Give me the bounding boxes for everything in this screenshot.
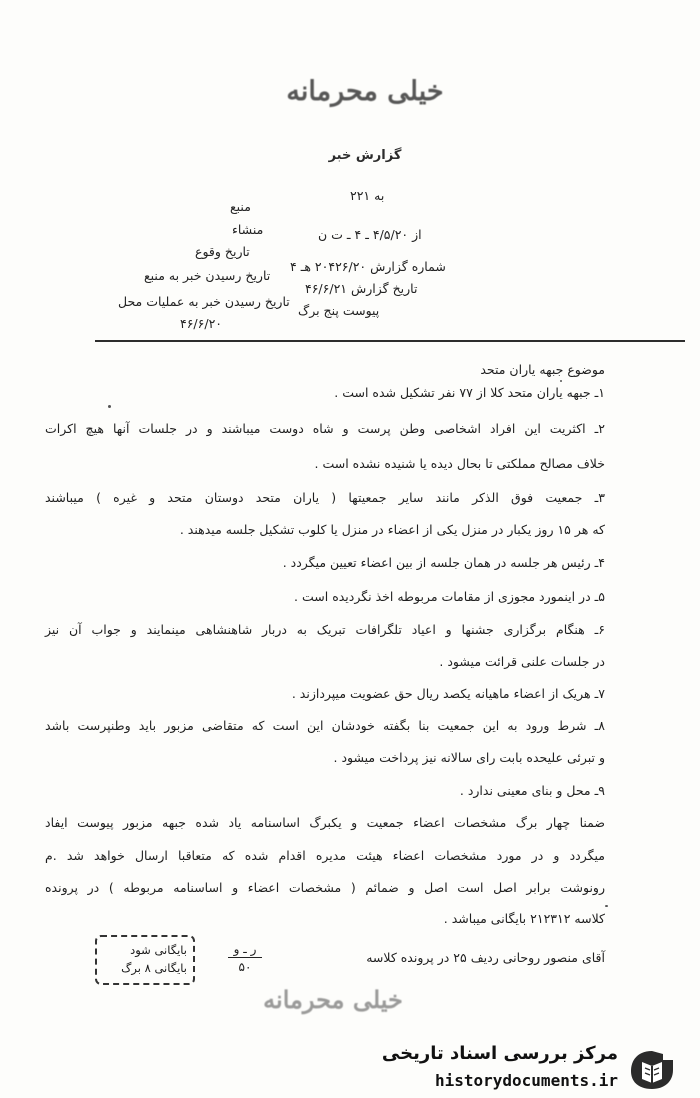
body-line: که هر ۱۵ روز یکبار در منزل یکی از اعضاء در منزل یا کلوب تشکیل جلسه میدهند . (179, 522, 605, 537)
body-line: ۳ـ جمعیت فوق الذکر مانند سایر جمعیتها ( یاران متحد دوستان متحد و غیره ) میباشند (45, 490, 605, 505)
archive-stamp-line: بایگانی شود (130, 943, 187, 957)
field-report-number: شماره گزارش ۲۰۴۲۶/۲۰ هـ ۴ (290, 259, 446, 274)
body-line: در جلسات علنی قرائت میشود . (439, 654, 605, 669)
body-line: ضمنا چهار برگ مشخصات اعضاء جمعیت و یکبرگ اساسنامه یاد شده جبهه مزبور پیوست ایفاد (45, 815, 605, 830)
field-event-date: تاریخ وقوع (195, 244, 250, 259)
field-from: از ۴/۵/۲۰ ـ ۴ ـ ت ن (318, 227, 422, 242)
fraction-top: ر ـ و (228, 942, 262, 958)
footer-annotation: آقای منصور روحانی ردیف ۲۵ در پرونده کلاسه (366, 950, 605, 965)
field-source: منبع (230, 199, 251, 214)
scan-speck (560, 380, 562, 382)
field-to: به ۲۲۱ (350, 188, 385, 203)
body-line: ۱ـ جبهه یاران متحد کلا از ۷۷ نفر تشکیل شده است . (334, 385, 605, 400)
body-line: کلاسه ۲۱۲۳۱۲ بایگانی میباشد . (443, 911, 605, 926)
body-line: رونوشت برابر اصل است اصل و ضمائم ( مشخصات اعضاء و اساسنامه مربوطه ) در پرونده (45, 880, 605, 895)
book-logo-icon (628, 1048, 676, 1092)
fraction-bottom: ۵۰ (238, 960, 252, 974)
body-line: ۴ـ رئیس هر جلسه در همان جلسه از بین اعضاء تعیین میگردد . (282, 555, 605, 570)
brand-title: مرکز بررسی اسناد تاریخی (381, 1043, 618, 1064)
field-source-receipt-date: تاریخ رسیدن خبر به منبع (144, 268, 271, 283)
classification-stamp-bottom: خیلی محرمانه (263, 985, 403, 1014)
body-line: ۶ـ هنگام برگزاری جشنها و اعیاد تلگرافات تبریک به دربار شاهنشاهی مینمایند و جواب آن نیز (45, 622, 605, 637)
body-line: ۵ـ در اینمورد مجوزی از مقامات مربوطه اخذ نگردیده است . (294, 589, 605, 604)
field-origin: منشاء (232, 222, 264, 237)
archive-stamp (95, 935, 195, 985)
class-fraction (228, 942, 262, 974)
field-ops-receipt-date: تاریخ رسیدن خبر به عملیات محل (118, 294, 290, 309)
header-divider (95, 340, 685, 342)
scan-speck (605, 905, 608, 907)
field-ops-receipt-value: ۴۶/۶/۲۰ (180, 316, 222, 331)
body-line: ۸ـ شرط ورود به این جمعیت بنا بگفته خودشان این است که متقاضی مزبور باید وطنپرست باشد (45, 718, 605, 733)
body-line: ۹ـ محل و بنای معینی ندارد . (459, 783, 605, 798)
field-attachment: پیوست پنج برگ (298, 303, 380, 318)
scan-speck (108, 405, 111, 408)
body-line: ۷ـ هریک از اعضاء ماهیانه یکصد ریال حق عضویت میپردازند . (291, 686, 605, 701)
body-line: خلاف مصالح مملکتی تا بحال دیده یا شنیده نشده است . (314, 456, 605, 471)
brand-url: historydocuments.ir (434, 1071, 618, 1090)
classification-stamp-top: خیلی محرمانه (286, 76, 444, 107)
body-line: و تبرئی علیحده بابت رای سالانه نیز پرداخت میشود . (333, 750, 605, 765)
field-report-date: تاریخ گزارش ۴۶/۶/۲۱ (305, 281, 418, 296)
archive-stamp-line: بایگانی ۸ برگ (121, 961, 187, 975)
subject-line: موضوع جبهه یاران متحد (480, 362, 605, 377)
body-line: ۲ـ اکثریت این افراد اشخاصی وطن پرست و شاه دوست میباشند و در جلسات آنها هیچ اکرات (45, 421, 605, 436)
body-line: میگردد و در مورد مشخصات اعضاء هیئت مدیره اقدام شده که متعاقبا ارسال خواهد شد .م (45, 848, 605, 863)
report-title: گزارش خبر (328, 148, 402, 163)
